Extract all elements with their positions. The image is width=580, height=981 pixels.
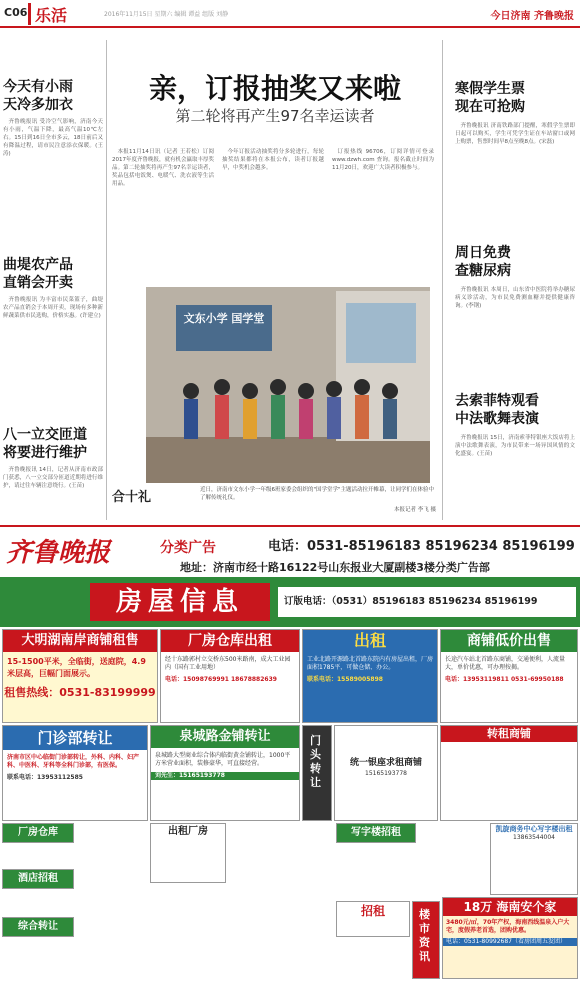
article-column	[112, 148, 214, 258]
byline: 本报11月14日讯（记者 王若松）	[117, 149, 203, 155]
ad-yinzuo	[334, 725, 438, 821]
story-title: 周日免费	[455, 245, 511, 261]
ad-body: 济南市区中心临街门诊部转让，外科、内科、妇产科、中医科、牙科等全科门诊部，有医保。	[7, 754, 140, 769]
ad-label	[2, 869, 74, 889]
column-divider	[442, 40, 443, 520]
article-text: 订阅2017年度齐鲁晚报，就有机会赢取丰厚奖品。第二轮抽奖将再产生97名幸运读者，奖品包括电饭煲、电暖气、洗衣液等生活用品。	[112, 149, 214, 187]
ads-address: 地址：济南市经十路16122号山东报业大厦副楼3楼分类广告部	[180, 561, 490, 574]
ad-office	[490, 823, 578, 895]
photo-caption: 近日，济南市文东小学一年级6班家委会组织的"国学堂学"主题活动拉开帷幕，让同学们在体验中了解传统礼仪。	[200, 487, 435, 501]
ad-title: 写字楼招租	[351, 827, 401, 838]
ad-shop-sale	[440, 629, 578, 723]
ad-title: 酒店招租	[18, 873, 58, 884]
ads-category: 分类广告	[160, 540, 216, 556]
subhead: 第二轮将再产生97名幸运读者	[175, 107, 375, 125]
ad-title: 门诊部转让	[3, 726, 147, 750]
ad-warehouse	[160, 629, 300, 723]
right-column	[455, 80, 575, 520]
story-title: 直销会开卖	[3, 275, 73, 291]
story-body: 齐鲁晚报讯 济南铁路部门提醒，寒假学生票即日起可以购买，学生可凭学生证在车站窗口或网上购票，售票时间早8点至晚8点。(宋磊)	[455, 123, 575, 145]
ad-phone: 联系电话：15589005898	[307, 676, 383, 683]
ad-body: 长途汽车站北首路东商铺，交通便利，人流量大，单价优惠，可办理按揭。	[445, 656, 566, 671]
order-phones: 订版电话：（0531）85196183 85196234 85196199	[278, 587, 576, 617]
ad-title: 商铺低价出售	[441, 630, 577, 652]
left-column	[3, 78, 103, 518]
story-title: 天冷多加衣	[3, 97, 73, 113]
ads-phone-line	[268, 535, 578, 555]
story-title: 曲堤农产品	[3, 257, 73, 273]
ad-title: 18万 海南安个家	[443, 898, 577, 916]
house-banner	[0, 577, 580, 627]
banner-title: 房屋信息	[90, 583, 270, 621]
ad-hotline: 租售热线：0531-83199999	[4, 686, 156, 699]
ad-recruit	[336, 901, 410, 937]
ad-body: 3480元/㎡，70年产权，海南西线温泉入户大宅，度假养老首选，团购优惠。	[446, 919, 570, 934]
story-title: 查糖尿病	[455, 263, 511, 279]
photo-credit: 本报记者 李飞 摄	[394, 507, 436, 513]
headline: 亲，订报抽奖又来啦	[148, 72, 401, 105]
article-body	[112, 148, 436, 258]
news-photo	[146, 287, 430, 483]
ad-title: 招租	[360, 904, 385, 918]
ad-realestate	[412, 901, 440, 979]
ad-title: 大明湖南岸商铺租售	[3, 630, 157, 652]
story-body: 齐鲁晚报讯 为丰富市民菜篮子，曲堤农产品直销会于本周开卖，现场有多种新鲜蔬菜供市民选购，价格实惠。(许建立)	[3, 297, 103, 319]
ad-title: 门头转让	[310, 734, 321, 789]
ad-body: 经十东路郭村立交桥东500米路南，成大工业园内（国有工业用地）	[165, 656, 291, 671]
photo-title: 合十礼	[112, 490, 152, 505]
story-title: 中法歌舞表演	[455, 411, 539, 427]
article-column: 订报热线 96706，订阅详情可登录 www.dzwh.com 查询。报名截止时间为11月20日，欢迎广大读者积极参与。	[332, 149, 434, 171]
ad-phone: 15165193778	[365, 770, 407, 777]
story-body: 齐鲁晚报讯 受冷空气影响，济南今天有小雨，气温下降，最高气温10℃左右。15日到16日全市多云，18日前后又有降温过程，请市民注意添衣保暖。(王涛)	[3, 119, 103, 157]
story-body: 齐鲁晚报讯 本周日，山东省中医院将举办糖尿病义诊活动，为市民免费测血糖并提供健康咨询。(李钢)	[455, 287, 575, 309]
ad-phone: 13863544004	[513, 834, 555, 841]
page-number: C06	[4, 6, 28, 19]
brand-logo: 今日济南 齐鲁晚报	[490, 11, 574, 22]
story-title: 寒假学生票	[455, 81, 525, 97]
column-divider	[106, 40, 107, 520]
ad-storefront	[302, 725, 332, 821]
ads-top-rule	[0, 525, 580, 527]
ad-phone: 电话：0531-80992687（看房团周五发团）	[443, 938, 577, 946]
page-header	[0, 0, 580, 28]
ad-phone: 电话：15098769991 18678882639	[165, 676, 277, 683]
headline-block	[110, 72, 440, 132]
ad-body: 工业北路开源路北首路东院内有房屋出租，厂房面积1785平，可做仓储、办公。	[307, 656, 434, 671]
classified-ads	[0, 525, 580, 981]
ad-hainan	[442, 897, 578, 979]
ad-label	[336, 823, 416, 843]
photo-board-text: 文东小学 国学堂	[183, 312, 265, 325]
ad-title: 出租	[353, 631, 386, 650]
story-title: 八一立交匝道	[3, 427, 87, 443]
ad-title: 厂房仓库出租	[161, 630, 299, 652]
ad-title: 转租商铺	[441, 726, 577, 742]
ad-label	[2, 917, 74, 937]
ad-title: 统一银座求租商铺	[349, 758, 422, 768]
article-column: 今年订报活动抽奖将分多轮进行，每轮抽奖结果都将在本报公布，读者订报越早，中奖机会越多。	[222, 149, 324, 171]
phone-numbers: 0531-85196183 85196234 85196199	[307, 539, 575, 554]
ad-clinic	[2, 725, 148, 821]
page-meta: 2016年11月15日 星期六 编辑 谭益 组版 刘静	[104, 11, 229, 18]
ad-phone: 联系电话：13953112585	[7, 774, 83, 781]
section-title: 乐活	[28, 3, 80, 25]
ad-title: 楼市资讯	[419, 908, 430, 963]
ad-factory	[150, 823, 226, 883]
ad-phone: 电话：13953119811 0531-69950188	[445, 676, 564, 683]
ad-rent	[302, 629, 438, 723]
ad-title: 综合转让	[18, 921, 58, 932]
story-title: 去索菲特观看	[455, 393, 539, 409]
ad-title: 出租厂房	[168, 826, 208, 837]
ad-title: 厂房仓库	[18, 827, 58, 838]
story-title: 今天有小雨	[3, 79, 73, 95]
ad-title: 凯旋商务中心写字楼出租	[495, 825, 573, 833]
ad-title: 泉城路金铺转让	[151, 726, 299, 748]
ad-lake-shop	[2, 629, 158, 723]
ad-label	[2, 823, 74, 843]
ad-body: 15-1500平米，全临街，送庭院，4.9米层高，巨幅门面展示。	[7, 657, 146, 678]
story-body: 齐鲁晚报讯 14日，记者从济南市政部门获悉，八一立交部分匝道近期将进行维护，请过往车辆注意绕行。(王苗)	[3, 467, 103, 489]
story-title: 将要进行维护	[3, 445, 87, 461]
ad-sublet	[440, 725, 578, 821]
ad-body: 泉城路大型商业综合体内临街黄金铺转让，1000平方米营业面积，装修豪华，可直接经营。	[155, 752, 291, 767]
phone-label: 电话：	[268, 539, 308, 554]
story-title: 现在可抢购	[455, 99, 525, 115]
ad-gold-shop	[150, 725, 300, 821]
story-body: 齐鲁晚报讯 15日，济南索菲特银座大饭店将上演中法歌舞表演，为市民带来一场异国风情的文化盛宴。(王苗)	[455, 435, 575, 457]
ads-logo: 齐鲁晚报	[6, 538, 111, 568]
ad-phone: 刘先生：15165193778	[151, 772, 299, 780]
